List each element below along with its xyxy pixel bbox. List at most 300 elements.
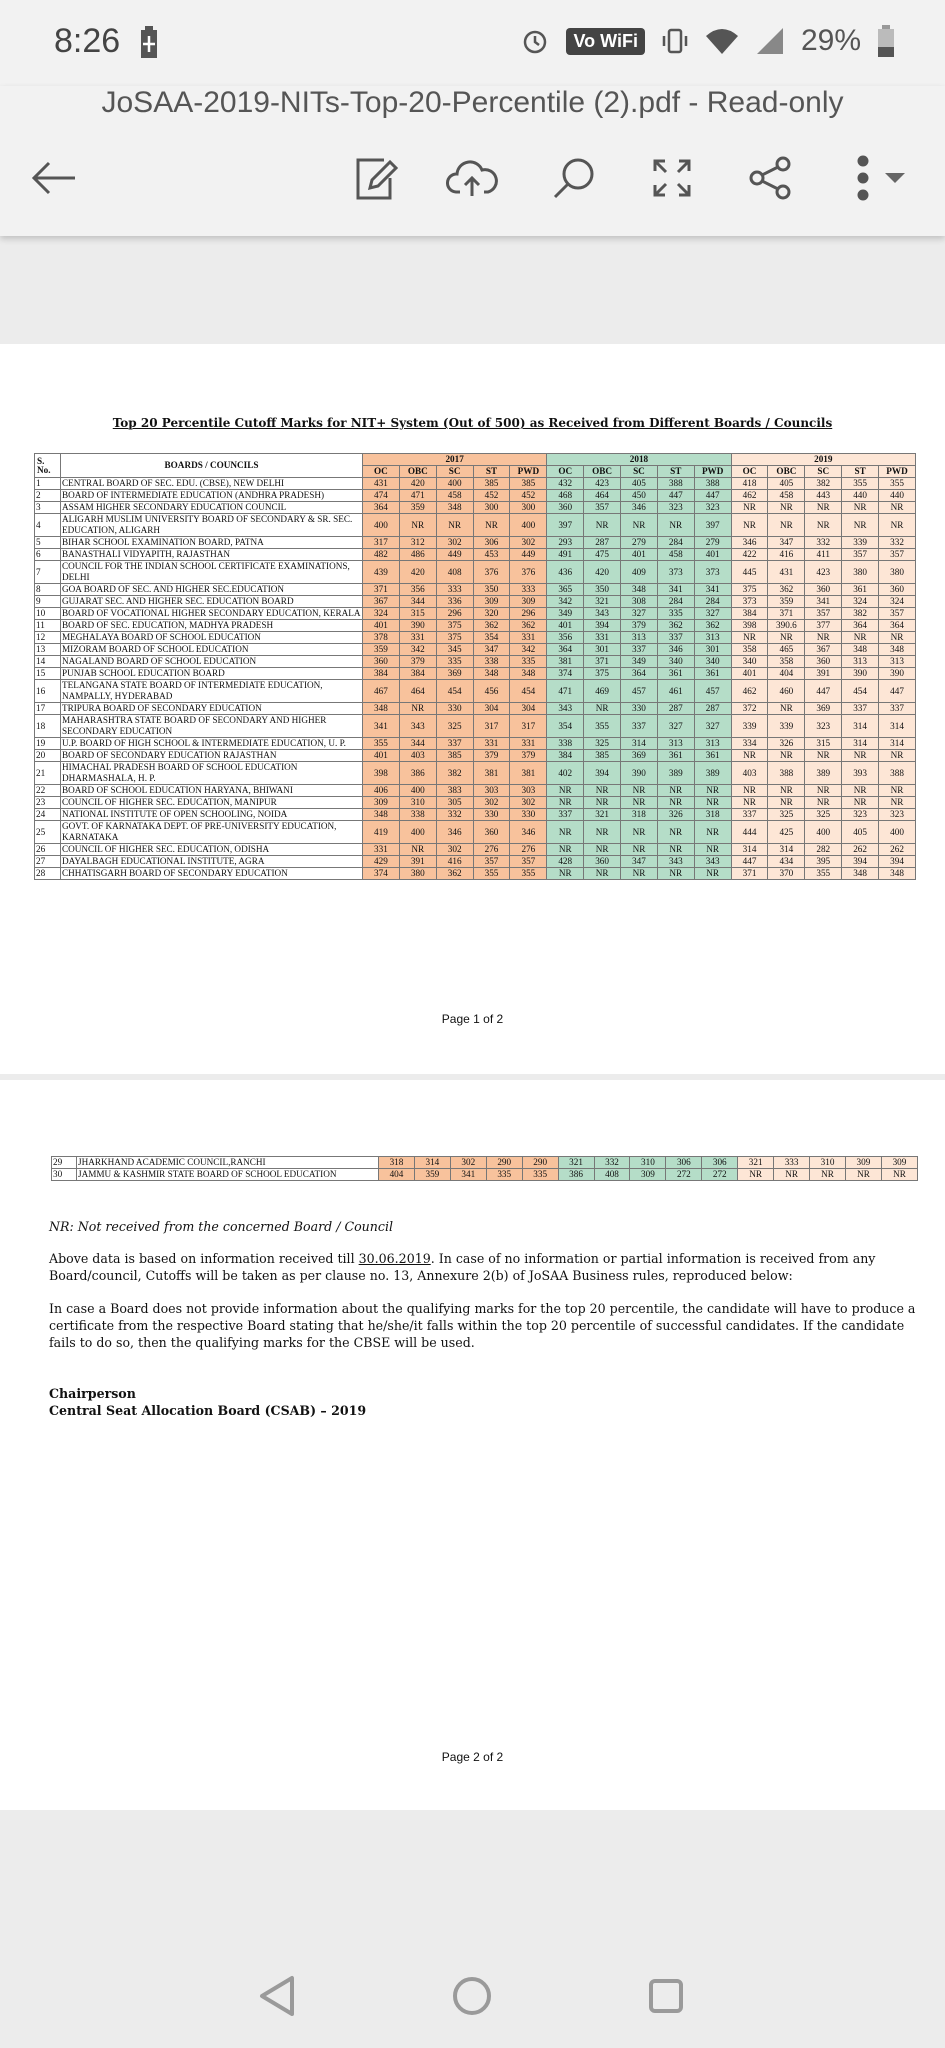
board-name: BOARD OF INTERMEDIATE EDUCATION (ANDHRA PRADESH) [61, 490, 363, 502]
cutoff-value: 391 [399, 856, 436, 868]
nav-recents-icon [646, 1976, 686, 2016]
cutoff-value: 333 [510, 584, 547, 596]
cutoff-value: 346 [510, 821, 547, 844]
cutoff-value: 373 [657, 561, 694, 584]
cutoff-value: 337 [842, 703, 879, 715]
cutoff-value: 313 [694, 632, 731, 644]
cutoff-value: 386 [558, 1169, 594, 1181]
cutoff-value: 306 [702, 1157, 738, 1169]
row-number: 10 [35, 608, 61, 620]
cutoff-value: 302 [473, 797, 510, 809]
cutoff-value: 343 [657, 856, 694, 868]
cutoff-value: 303 [510, 785, 547, 797]
cutoff-value: 375 [436, 632, 473, 644]
cutoff-value: 301 [584, 644, 621, 656]
cutoff-value: 346 [621, 502, 658, 514]
cutoff-value: 287 [657, 703, 694, 715]
edit-button[interactable] [348, 150, 404, 206]
battery-icon [877, 25, 895, 57]
navigation-bar [0, 1944, 945, 2048]
cutoff-value: 370 [768, 868, 805, 880]
fullscreen-icon [651, 157, 693, 199]
header-category: ST [657, 466, 694, 478]
cutoff-value: 357 [584, 502, 621, 514]
cutoff-value: 462 [731, 680, 768, 703]
cutoff-value: 359 [399, 502, 436, 514]
table-row [35, 703, 916, 715]
cutoff-value: 443 [805, 490, 842, 502]
cutoff-value: 325 [805, 809, 842, 821]
cutoff-value: NR [768, 514, 805, 537]
cloud-upload-icon [446, 158, 498, 198]
cutoff-value: 310 [810, 1157, 846, 1169]
cutoff-value: 302 [436, 537, 473, 549]
cutoff-value: 358 [731, 644, 768, 656]
cutoff-value: NR [805, 502, 842, 514]
cutoff-value: 308 [621, 596, 658, 608]
cutoff-value: 348 [363, 809, 400, 821]
cutoff-value: 405 [621, 478, 658, 490]
cutoff-value: NR [547, 844, 584, 856]
cutoff-value: 404 [379, 1169, 415, 1181]
cutoff-value: NR [842, 502, 879, 514]
upload-to-cloud-button[interactable] [444, 150, 500, 206]
cutoff-value: 474 [363, 490, 400, 502]
cutoff-value: 486 [399, 549, 436, 561]
cutoff-value: 354 [473, 632, 510, 644]
cutoff-value: 359 [414, 1169, 450, 1181]
cutoff-value: 346 [657, 644, 694, 656]
cutoff-value: 398 [731, 620, 768, 632]
cutoff-value: 323 [805, 715, 842, 738]
cutoff-value: 475 [584, 549, 621, 561]
cutoff-value: 450 [621, 490, 658, 502]
cutoff-value: 348 [363, 703, 400, 715]
cutoff-value: NR [774, 1169, 810, 1181]
header-category: OC [547, 466, 584, 478]
header-category: PWD [694, 466, 731, 478]
cutoff-value: 371 [768, 608, 805, 620]
clause-paragraph: In case a Board does not provide information about the qualifying marks for the top 20 percentile, the candidate will have to produce a certificate from the respective Board stating that he/she/it falls within the top 20 percentile of successful candidates. If the candidate fails to do so, then the qualifying marks for the CBSE will be used. [49, 1301, 916, 1350]
cutoff-value: 314 [621, 738, 658, 750]
header-year: 2017 [363, 454, 547, 466]
cutoff-value: 423 [805, 561, 842, 584]
cutoff-value: 301 [694, 644, 731, 656]
cutoff-value: 314 [768, 844, 805, 856]
cutoff-value: 403 [399, 750, 436, 762]
cutoff-value: 385 [510, 478, 547, 490]
cutoff-value: 364 [547, 644, 584, 656]
table-row [35, 868, 916, 880]
cutoff-value: 401 [363, 620, 400, 632]
cutoff-value: NR [436, 514, 473, 537]
cutoff-value: 469 [584, 680, 621, 703]
cutoff-value: 453 [473, 549, 510, 561]
cutoff-value: 464 [584, 490, 621, 502]
cutoff-value: 357 [473, 856, 510, 868]
cutoff-value: 386 [399, 762, 436, 785]
cutoff-date: 30.06.2019 [358, 1251, 431, 1266]
cutoff-value: 314 [842, 715, 879, 738]
cutoff-value: 284 [694, 596, 731, 608]
more-options-button[interactable] [846, 150, 916, 206]
board-name: CHHATISGARH BOARD OF SECONDARY EDUCATION [61, 868, 363, 880]
cutoff-value: 439 [363, 561, 400, 584]
cutoff-value: 318 [694, 809, 731, 821]
cutoff-value: 388 [879, 762, 916, 785]
cutoff-value: 343 [547, 703, 584, 715]
cutoff-value: 364 [842, 620, 879, 632]
cutoff-value: 379 [473, 750, 510, 762]
table-row [35, 856, 916, 868]
cutoff-value: 315 [805, 738, 842, 750]
cutoff-value: 341 [694, 584, 731, 596]
cutoff-value: 397 [694, 514, 731, 537]
cutoff-value: 394 [879, 856, 916, 868]
cutoff-value: 357 [842, 549, 879, 561]
cutoff-value: 381 [473, 762, 510, 785]
cutoff-value: 447 [879, 680, 916, 703]
cutoff-value: 378 [363, 632, 400, 644]
cutoff-value: 327 [694, 608, 731, 620]
cutoff-value: 468 [547, 490, 584, 502]
cutoff-value: 317 [510, 715, 547, 738]
cutoff-value: 338 [547, 738, 584, 750]
cutoff-value: 313 [694, 738, 731, 750]
row-number: 23 [35, 797, 61, 809]
row-number: 22 [35, 785, 61, 797]
cutoff-value: 400 [805, 821, 842, 844]
cutoff-value: 330 [473, 809, 510, 821]
table-row [35, 620, 916, 632]
cutoff-value: 364 [363, 502, 400, 514]
board-name: TRIPURA BOARD OF SECONDARY EDUCATION [61, 703, 363, 715]
cutoff-value: 355 [879, 478, 916, 490]
cutoff-value: NR [879, 750, 916, 762]
cutoff-value: 314 [731, 844, 768, 856]
table-title: Top 20 Percentile Cutoff Marks for NIT+ System (Out of 500) as Received from Different Boards / Councils [112, 416, 833, 430]
cutoff-value: 376 [510, 561, 547, 584]
cutoff-value: 310 [630, 1157, 666, 1169]
cutoff-value: 397 [547, 514, 584, 537]
cutoff-value: 440 [842, 490, 879, 502]
cutoff-value: 345 [436, 644, 473, 656]
table-row [35, 561, 916, 584]
cutoff-value: 428 [547, 856, 584, 868]
signatory-organization: Central Seat Allocation Board (CSAB) – 2019 [49, 1403, 367, 1418]
cutoff-value: 369 [805, 703, 842, 715]
cutoff-value: 360 [805, 584, 842, 596]
row-number: 1 [35, 478, 61, 490]
board-name: GOA BOARD OF SEC. AND HIGHER SEC.EDUCATION [61, 584, 363, 596]
cutoff-value: 416 [436, 856, 473, 868]
cutoff-value: 320 [473, 608, 510, 620]
nav-home-button[interactable] [442, 1966, 502, 2026]
cutoff-value: 318 [379, 1157, 415, 1169]
cutoff-value: 362 [473, 620, 510, 632]
cutoff-value: 431 [363, 478, 400, 490]
cutoff-value: 349 [621, 656, 658, 668]
cutoff-value: 347 [768, 537, 805, 549]
cutoff-value: 346 [731, 537, 768, 549]
cutoff-value: NR [621, 868, 658, 880]
cutoff-value: 362 [657, 620, 694, 632]
cutoff-value: 355 [510, 868, 547, 880]
cutoff-value: 290 [486, 1157, 522, 1169]
back-button[interactable] [24, 150, 84, 206]
cutoff-value: 287 [584, 537, 621, 549]
cutoff-value: 372 [731, 703, 768, 715]
cutoff-value: 445 [731, 561, 768, 584]
cutoff-value: 300 [473, 502, 510, 514]
table-row [35, 809, 916, 821]
cutoff-value: 419 [363, 821, 400, 844]
cutoff-value: 361 [657, 750, 694, 762]
cutoff-value: 323 [842, 809, 879, 821]
header-category: PWD [510, 466, 547, 478]
cutoff-value: NR [805, 797, 842, 809]
cutoff-value: NR [657, 797, 694, 809]
search-button[interactable] [546, 150, 602, 206]
row-number: 15 [35, 668, 61, 680]
cutoff-value: 360 [879, 584, 916, 596]
cutoff-value: 342 [547, 596, 584, 608]
cutoff-value: NR [399, 844, 436, 856]
share-button[interactable] [742, 150, 798, 206]
row-number: 26 [35, 844, 61, 856]
cutoff-value: 447 [657, 490, 694, 502]
cutoff-value: NR [584, 797, 621, 809]
cutoff-value: 389 [657, 762, 694, 785]
cutoff-value: NR [738, 1169, 774, 1181]
cutoff-value: 279 [694, 537, 731, 549]
cutoff-value: 375 [436, 620, 473, 632]
cutoff-value: 324 [842, 596, 879, 608]
cutoff-value: 382 [436, 762, 473, 785]
cutoff-value: 454 [436, 680, 473, 703]
cutoff-value: 425 [768, 821, 805, 844]
status-time: 8:26 [54, 22, 121, 60]
cutoff-value: 471 [399, 490, 436, 502]
table-row [35, 537, 916, 549]
cutoff-value: 465 [768, 644, 805, 656]
edit-document-icon [354, 154, 398, 202]
cutoff-value: 334 [731, 738, 768, 750]
cutoff-value: 379 [621, 620, 658, 632]
cutoff-value: 355 [805, 868, 842, 880]
cutoff-value: 276 [473, 844, 510, 856]
cutoff-value: 391 [805, 668, 842, 680]
table-row [35, 668, 916, 680]
cutoff-value: 464 [399, 680, 436, 703]
pdf-page-1[interactable] [0, 344, 945, 1074]
header-category: ST [842, 466, 879, 478]
cutoff-value: NR [621, 844, 658, 856]
cutoff-value: NR [845, 1169, 881, 1181]
cutoff-value: 331 [584, 632, 621, 644]
cutoff-value: 337 [731, 809, 768, 821]
cutoff-value: 344 [399, 596, 436, 608]
cutoff-value: NR [731, 785, 768, 797]
table-row [35, 738, 916, 750]
cutoff-value: 313 [879, 656, 916, 668]
cutoff-value: 314 [879, 738, 916, 750]
cutoff-value: 338 [473, 656, 510, 668]
cutoff-value: 341 [805, 596, 842, 608]
cutoff-value: 364 [621, 668, 658, 680]
cutoff-value: 447 [805, 680, 842, 703]
header-category: SC [621, 466, 658, 478]
page-2-label: Page 2 of 2 [441, 1750, 504, 1764]
cutoff-value: 388 [657, 478, 694, 490]
cutoff-value: NR [584, 821, 621, 844]
cutoff-value: 461 [657, 680, 694, 703]
table-row [35, 750, 916, 762]
cutoff-value: NR [694, 844, 731, 856]
vibrate-icon [661, 26, 689, 56]
cutoff-value: 401 [621, 549, 658, 561]
cutoff-value: 369 [436, 668, 473, 680]
board-name: ALIGARH MUSLIM UNIVERSITY BOARD OF SECONDARY & SR. SEC. EDUCATION, ALIGARH [61, 514, 363, 537]
cutoff-value: NR [621, 821, 658, 844]
cutoff-value: 327 [621, 608, 658, 620]
cutoff-value: 331 [399, 632, 436, 644]
fullscreen-button[interactable] [644, 150, 700, 206]
page-1-label: Page 1 of 2 [441, 1012, 504, 1026]
row-number: 2 [35, 490, 61, 502]
status-icons [520, 24, 895, 58]
cutoff-value: 360 [805, 656, 842, 668]
cutoff-value: NR [657, 844, 694, 856]
cutoff-value: 420 [584, 561, 621, 584]
board-name: ASSAM HIGHER SECONDARY EDUCATION COUNCIL [61, 502, 363, 514]
cutoff-value: 357 [805, 608, 842, 620]
cutoff-value: 380 [399, 868, 436, 880]
cutoff-value: 321 [584, 809, 621, 821]
share-icon [747, 155, 793, 201]
header-category: SC [805, 466, 842, 478]
cutoff-value: NR [842, 785, 879, 797]
cutoff-value: 339 [842, 537, 879, 549]
cutoff-value: 385 [436, 750, 473, 762]
cutoff-value: 325 [584, 738, 621, 750]
header-category: PWD [879, 466, 916, 478]
cutoff-value: 325 [436, 715, 473, 738]
cutoff-value: 305 [436, 797, 473, 809]
row-number: 13 [35, 644, 61, 656]
cutoff-value: 409 [621, 561, 658, 584]
nav-back-button[interactable] [248, 1966, 308, 2026]
row-number: 6 [35, 549, 61, 561]
cutoff-value: NR [621, 514, 658, 537]
cutoff-value: 456 [473, 680, 510, 703]
cutoff-value: NR [731, 514, 768, 537]
cutoff-value: 355 [473, 868, 510, 880]
cutoff-value: 335 [522, 1169, 558, 1181]
cutoff-value: 389 [805, 762, 842, 785]
nr-note: NR: Not received from the concerned Board / Council [49, 1219, 394, 1234]
cutoff-value: NR [768, 797, 805, 809]
row-number: 17 [35, 703, 61, 715]
cutoff-value: 287 [694, 703, 731, 715]
board-name: BOARD OF SEC. EDUCATION, MADHYA PRADESH [61, 620, 363, 632]
cutoff-value: 302 [436, 844, 473, 856]
table-row [35, 584, 916, 596]
cutoff-value: 346 [436, 821, 473, 844]
cutoff-value: NR [547, 821, 584, 844]
cutoff-value: NR [657, 868, 694, 880]
cutoff-value: 431 [768, 561, 805, 584]
cutoff-value: 401 [694, 549, 731, 561]
cutoff-value: NR [842, 750, 879, 762]
header-category: OBC [399, 466, 436, 478]
cutoff-value: 340 [657, 656, 694, 668]
cutoff-value: 355 [842, 478, 879, 490]
row-number: 28 [35, 868, 61, 880]
cutoff-value: 348 [473, 668, 510, 680]
row-number: 12 [35, 632, 61, 644]
cutoff-value: NR [621, 785, 658, 797]
pdf-page-2[interactable] [0, 1080, 945, 1810]
cutoff-value: NR [879, 785, 916, 797]
nav-recents-button[interactable] [636, 1966, 696, 2026]
cutoff-value: 402 [547, 762, 584, 785]
cutoff-value: 449 [510, 549, 547, 561]
cutoff-value: 380 [842, 561, 879, 584]
cutoff-value: 282 [805, 844, 842, 856]
row-number: 4 [35, 514, 61, 537]
cutoff-value: 326 [768, 738, 805, 750]
cutoff-value: 383 [436, 785, 473, 797]
cutoff-value: 357 [879, 608, 916, 620]
row-number: 18 [35, 715, 61, 738]
battery-percent: 29% [800, 24, 861, 57]
cutoff-value: 284 [657, 537, 694, 549]
cutoff-value: NR [657, 821, 694, 844]
cutoff-value: 331 [510, 738, 547, 750]
cutoff-value: 262 [842, 844, 879, 856]
cutoff-value: 380 [879, 561, 916, 584]
cutoff-value: 460 [768, 680, 805, 703]
cutoff-value: NR [731, 797, 768, 809]
board-name: COUNCIL OF HIGHER SEC. EDUCATION, MANIPUR [61, 797, 363, 809]
board-name: COUNCIL FOR THE INDIAN SCHOOL CERTIFICATE EXAMINATIONS, DELHI [61, 561, 363, 584]
cutoff-value: 467 [363, 680, 400, 703]
cutoff-value: 332 [436, 809, 473, 821]
cutoff-value: 349 [547, 608, 584, 620]
cutoff-value: 279 [621, 537, 658, 549]
cutoff-value: 335 [486, 1169, 522, 1181]
cutoff-value: 405 [768, 478, 805, 490]
cutoff-value: 321 [584, 596, 621, 608]
table-row [35, 762, 916, 785]
cutoff-value: NR [768, 502, 805, 514]
cutoff-value: 333 [436, 584, 473, 596]
cutoff-value: 327 [657, 715, 694, 738]
cutoff-value: 306 [473, 537, 510, 549]
cutoff-value: 262 [879, 844, 916, 856]
cutoff-value: 339 [768, 715, 805, 738]
cutoff-value: 390 [842, 668, 879, 680]
cutoff-value: 436 [547, 561, 584, 584]
cutoff-value: 365 [547, 584, 584, 596]
cutoff-value: 315 [399, 608, 436, 620]
nav-home-icon [450, 1974, 494, 2018]
cutoff-value: 384 [399, 668, 436, 680]
cutoff-value: 332 [805, 537, 842, 549]
cutoff-value: 374 [363, 868, 400, 880]
cutoff-value: 331 [510, 632, 547, 644]
